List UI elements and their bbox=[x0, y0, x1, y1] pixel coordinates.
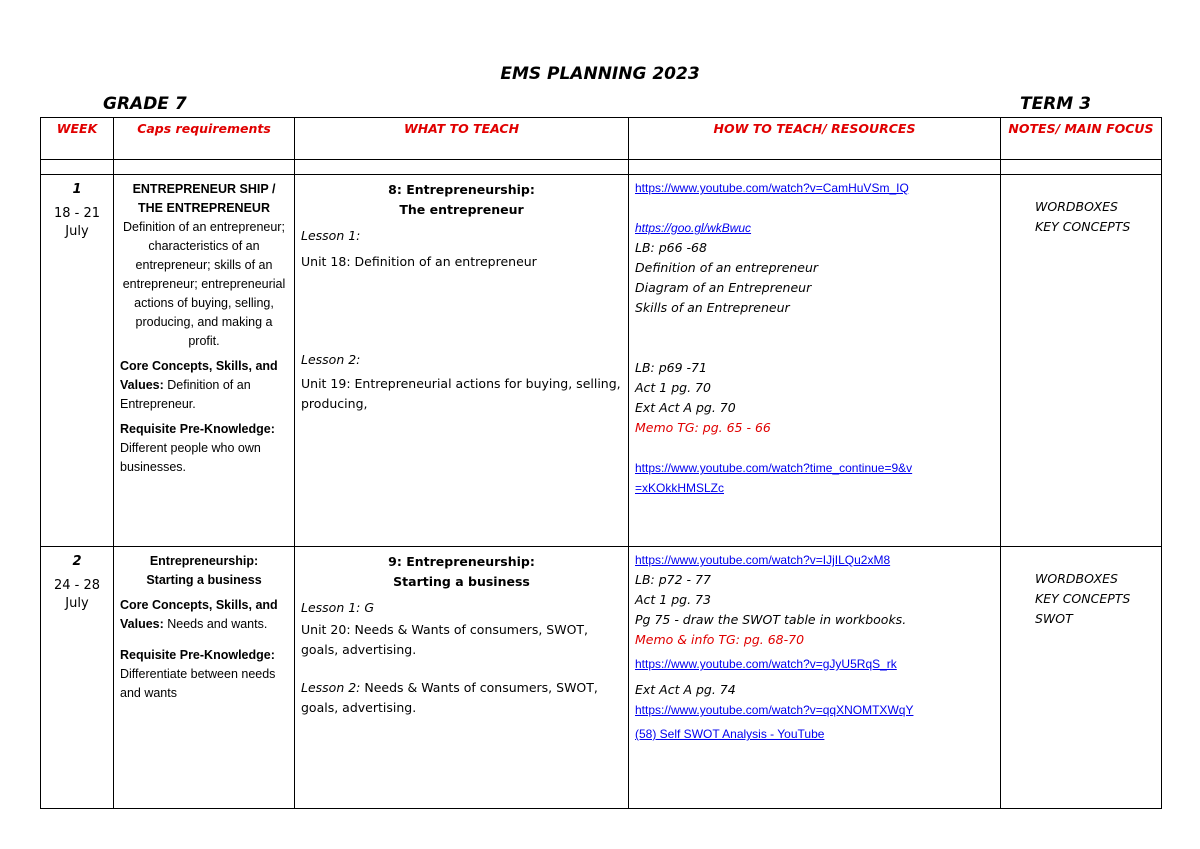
notes-line: KEY CONCEPTS bbox=[1035, 591, 1131, 606]
table-header-row bbox=[41, 118, 1162, 160]
week-cell bbox=[41, 547, 114, 809]
resource-text: Diagram of an Entrepreneur bbox=[635, 280, 812, 295]
lesson-text: Unit 20: Needs & Wants of consumers, SWOT, goals, advertising. bbox=[301, 622, 589, 657]
resource-link[interactable]: https://goo.gl/wkBwuc bbox=[635, 221, 752, 235]
caps-heading: Entrepreneurship: bbox=[149, 554, 259, 568]
topic-subheading: Starting a business bbox=[393, 574, 530, 589]
lesson-label: Lesson 1: bbox=[301, 228, 361, 243]
lesson-text: Unit 18: Definition of an entrepreneur bbox=[301, 254, 537, 269]
resource-text: LB: p66 -68 bbox=[635, 240, 707, 255]
column-header-caps: Caps requirements bbox=[114, 118, 295, 160]
resource-link[interactable]: https://www.youtube.com/watch?v=gJyU5RqS_rk bbox=[635, 657, 897, 671]
resource-text: Skills of an Entrepreneur bbox=[635, 300, 790, 315]
resource-text: Ext Act A pg. 70 bbox=[635, 400, 736, 415]
notes-line: SWOT bbox=[1035, 611, 1073, 626]
resource-link[interactable]: https://www.youtube.com/watch?v=IJjILQu2xM8 bbox=[635, 553, 891, 567]
memo-text: Memo TG: pg. 65 - 66 bbox=[635, 420, 771, 435]
resources-cell bbox=[629, 547, 1001, 809]
core-concepts: Core Concepts, Skills, and Values: Needs and wants. bbox=[120, 598, 278, 631]
table-row bbox=[41, 547, 1162, 809]
resource-link[interactable]: https://www.youtube.com/watch?v=CamHuVSm_IQ bbox=[635, 181, 909, 195]
resources-cell bbox=[629, 175, 1001, 547]
term-label: TERM 3 bbox=[1020, 94, 1091, 114]
planning-table bbox=[40, 117, 1162, 809]
topic-heading: 8: Entrepreneurship: bbox=[388, 182, 535, 197]
lesson-label: Lesson 2: bbox=[301, 352, 361, 367]
notes-line: WORDBOXES bbox=[1035, 199, 1118, 214]
week-number: 2 bbox=[72, 554, 82, 569]
resource-text: Ext Act A pg. 74 bbox=[635, 682, 736, 697]
week-number: 1 bbox=[72, 182, 82, 197]
spacer-row bbox=[41, 160, 1162, 175]
what-to-teach-cell bbox=[295, 547, 629, 809]
notes-cell bbox=[1001, 547, 1162, 809]
resource-text: LB: p72 - 77 bbox=[635, 572, 711, 587]
resource-link[interactable]: (58) Self SWOT Analysis - YouTube bbox=[635, 727, 825, 741]
column-header-what-to-teach: WHAT TO TEACH bbox=[295, 118, 629, 160]
core-concepts: Core Concepts, Skills, and Values: Definition of an Entrepreneur. bbox=[120, 359, 278, 411]
week-dates: 24 - 28 bbox=[53, 578, 101, 593]
lesson-label: Lesson 1: G bbox=[301, 600, 375, 615]
notes-line: WORDBOXES bbox=[1035, 571, 1118, 586]
column-header-how-to-teach: HOW TO TEACH/ RESOURCES bbox=[629, 118, 1001, 160]
resource-text: LB: p69 -71 bbox=[635, 360, 707, 375]
requisite-knowledge: Requisite Pre-Knowledge: Differentiate between needs and wants bbox=[120, 648, 276, 700]
notes-cell bbox=[1001, 175, 1162, 547]
column-header-week: WEEK bbox=[41, 118, 114, 160]
memo-text: Memo & info TG: pg. 68-70 bbox=[635, 632, 805, 647]
page-title: EMS PLANNING 2023 bbox=[500, 64, 700, 84]
column-header-notes: NOTES/ MAIN FOCUS bbox=[1001, 118, 1162, 160]
resource-text: Pg 75 - draw the SWOT table in workbooks. bbox=[635, 612, 907, 627]
notes-line: KEY CONCEPTS bbox=[1035, 219, 1131, 234]
caps-cell bbox=[114, 175, 295, 547]
week-dates: 18 - 21 bbox=[53, 206, 101, 221]
caps-cell bbox=[114, 547, 295, 809]
resource-link[interactable]: https://www.youtube.com/watch?v=qqXNOMTXWqY bbox=[635, 703, 914, 717]
caps-heading: ENTREPRENEUR SHIP / THE ENTREPRENEUR bbox=[132, 182, 276, 215]
resource-text: Definition of an entrepreneur bbox=[635, 260, 819, 275]
lesson-text: Unit 19: Entrepreneurial actions for buying, selling, producing, bbox=[301, 376, 621, 411]
requisite-knowledge: Requisite Pre-Knowledge: Different people who own businesses. bbox=[120, 422, 275, 474]
week-month: July bbox=[65, 596, 89, 611]
resource-link[interactable]: =xKOkkHMSLZc bbox=[635, 481, 725, 495]
grade-label: GRADE 7 bbox=[103, 94, 187, 114]
week-month: July bbox=[65, 224, 89, 239]
what-to-teach-cell bbox=[295, 175, 629, 547]
resource-text: Act 1 pg. 73 bbox=[635, 592, 711, 607]
lesson-text: Lesson 2: Needs & Wants of consumers, SWOT, goals, advertising. bbox=[301, 680, 598, 715]
resource-link[interactable]: https://www.youtube.com/watch?time_continue=9&v bbox=[635, 461, 913, 475]
table-row bbox=[41, 175, 1162, 547]
topic-heading: 9: Entrepreneurship: bbox=[388, 554, 535, 569]
week-cell bbox=[41, 175, 114, 547]
caps-description: Definition of an entrepreneur; characteristics of an entrepreneur; skills of an entrepreneur; entrepreneurial actions of buying, selling, producing, and making a profit. bbox=[122, 220, 286, 348]
resource-text: Act 1 pg. 70 bbox=[635, 380, 711, 395]
topic-subheading: The entrepreneur bbox=[399, 202, 524, 217]
caps-subheading: Starting a business bbox=[146, 573, 262, 587]
